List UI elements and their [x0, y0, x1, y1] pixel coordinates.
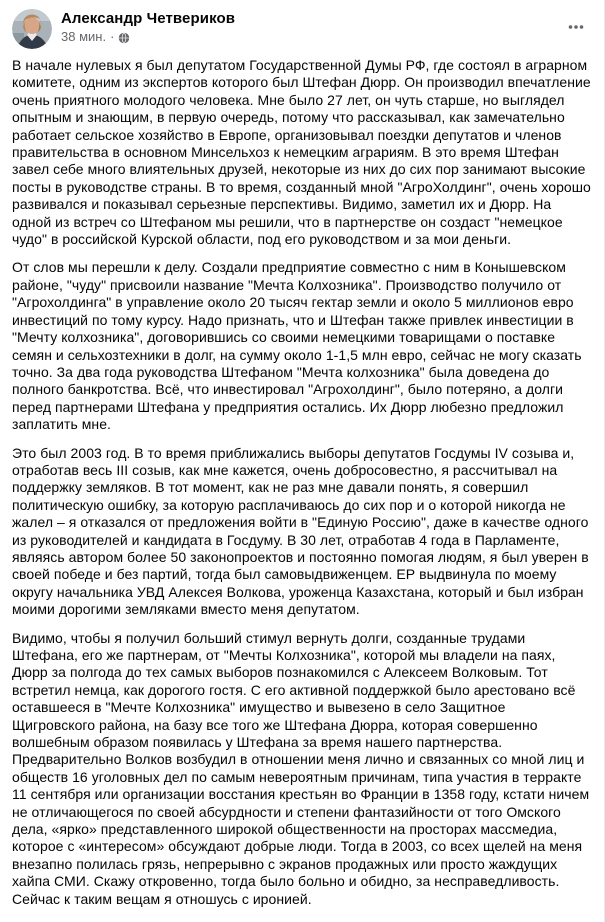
- post-header: [0, 0, 604, 54]
- post-paragraph: Это был 2003 год. В то время приближались выборы депутатов Госдумы IV созыва и, отработав весь III созыв, как мне кажется, очень добросовестно, я рассчитывал на поддержку земляков. В тот момент, как не раз мне давали понять, я совершил политическую ошибку, за которую расплачиваюсь до сих пор и о которой никогда не жалел – я отказался от предложения войти в "Единую Россию", даже в качестве одного из руководителей и кандидата в Госдуму. В 30 лет, отработав 4 года в Парламенте, являясь автором более 50 законопроектов и постоянно помогая людям, я был уверен в своей победе и без партий, тогда был самовыдвиженцем. ЕР выдвинула по моему округу начальника УВД Алексея Волкова, уроженца Казахстана, который и был избран моими дорогими земляками вместо меня депутатом.: [12, 444, 593, 618]
- post-paragraph: От слов мы перешли к делу. Создали предприятие совместно с ним в Конышевском районе, "чуду" присвоили название "Мечта Колхозника". Производство получило от "Агрохолдинга" в управление около 20 тысяч гектар земли и около 5 миллионов евро инвестиций по тому курсу. Надо признать, что и Штефан также привлек инвестиции в "Мечту колхозника", договорившись со своими немецкими товарищами о поставке семян и сельхозтехники в долг, на сумму около 1-1,5 млн евро, сейчас не могу сказать точно. За два года руководства Штефаном "Мечта колхозника" была доведена до полного банкротства. Всё, что инвестировал "Агрохолдинг", было потеряно, а долги перед партнерами Штефана у предприятия остались. Их Дюрр любезно предложил заплатить мне.: [12, 259, 586, 433]
- post-text: [0, 54, 604, 922]
- post-paragraph: Видимо, чтобы я получил больший стимул вернуть долги, созданные трудами Штефана, его же партнерам, от "Мечты Колхозника", которой мы владели на паях, Дюрр за полгода до тех самых выборов познакомился с Алексеем Волковым. Тот встретил немца, как дорогого гостя. С его активной поддержкой было арестовано всё оставшееся в "Мечте Колхозника" имущество и вывезено в село Защитное Щигровского района, на базу все того же Штефана Дюрра, которая совершенно волшебным образом появилась у Штефана за время нашего партнерства. Предварительно Волков возбудил в отношении меня лично и связанных со мной лиц и обществ 16 уголовных дел по самым невероятным причинам, типа участия в терракте 11 сентября или организации восстания крестьян во Франции в 1358 году, кстати ничем не отличающегося по своей абсурдности и степени фантазийности от того Омского дела, «ярко» представленного широкой общественности на просторах массмедиа, которое с «интересом» обсуждают добрые люди. Тогда в 2003, со всех щелей на меня внезапно полилась грязь, непрерывно с экранов продажных или просто жаждущих хайпа СМИ. Скажу откровенно, тогда было больно и обидно, за несправедливость. Сейчас к таким вещам я отношусь с иронией.: [12, 629, 594, 907]
- profile-photo-image: [12, 9, 52, 49]
- dot-separator: ·: [110, 29, 115, 44]
- post-paragraph: В начале нулевых я был депутатом Государственной Думы РФ, где состоял в аграрном комитете, одним из экспертов которого был Штефан Дюрр. Он производил впечатление очень приятного молодого человека. Мне было 27 лет, он чуть старше, но выглядел опытным и знающим, в первую очередь, потому что рассказывал, как замечательно работает сельское хозяйство в Европе, организовывал поездки депутатов и членов правительства в основном Минсельхоз к немецким аграриям. В это время Штефан завел себе много влиятельных друзей, некоторые из них до сих пор занимают высокие посты в руководстве страны. В то время, созданный мной "АгроХолдинг", очень хорошо развивался и показывал серьезные перспективы. Видимо, заметил их и Дюрр. На одной из встреч со Штефаном мы решили, что в партнерстве он создаст "немецкое чудо" в российской Курской области, под его руководством и за мои деньги.: [12, 57, 595, 248]
- author-name[interactable]: Александр Четвериков: [61, 10, 236, 27]
- timestamp[interactable]: 38 мин.: [61, 29, 107, 44]
- post-meta: [61, 29, 235, 45]
- ellipsis-icon: [566, 17, 586, 37]
- globe-icon: [118, 32, 130, 44]
- post-header-info: [61, 9, 235, 45]
- avatar[interactable]: [12, 9, 52, 49]
- more-options-button[interactable]: [560, 11, 592, 43]
